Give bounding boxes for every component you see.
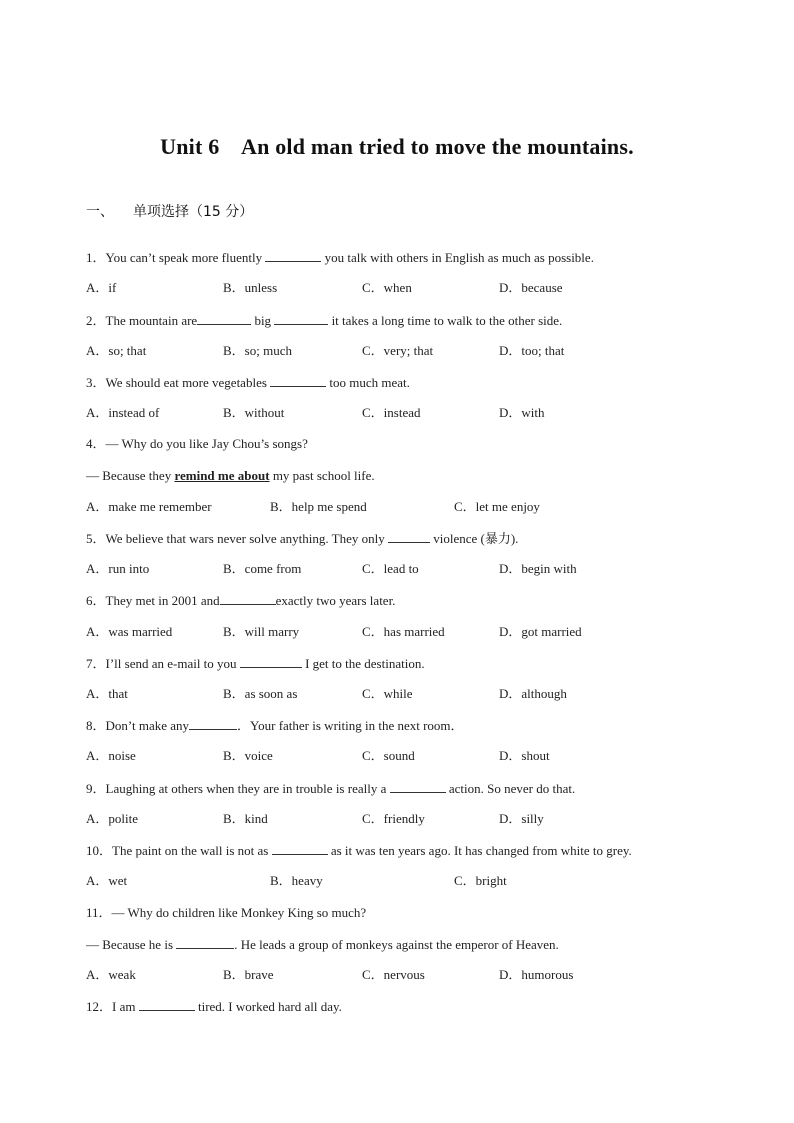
question-8: 8．Don’t make any ．Your father is writing in the next room． [86,718,464,733]
question-3-option-b[interactable]: B．without [223,405,285,420]
question-11-answer-line: — Because he is . He leads a group of monkeys against the emperor of Heaven. [86,937,559,952]
question-10-option-b[interactable]: B．heavy [270,873,323,888]
answer-blank[interactable] [189,717,237,730]
answer-blank[interactable] [274,312,328,325]
question-2-option-b[interactable]: B．so; much [223,343,292,358]
answer-blank[interactable] [197,312,251,325]
question-9-option-b[interactable]: B．kind [223,811,268,826]
question-11-option-a[interactable]: A．weak [86,967,136,982]
answer-blank[interactable] [272,842,328,855]
answer-blank[interactable] [220,592,276,605]
question-10: 10．The paint on the wall is not as as it was ten years ago. It has changed from white to grey. [86,843,632,858]
question-7-option-b[interactable]: B．as soon as [223,686,298,701]
question-3: 3．We should eat more vegetables too much meat. [86,375,410,390]
question-6: 6．They met in 2001 and exactly two years later. [86,593,396,608]
question-2-option-a[interactable]: A．so; that [86,343,147,358]
question-10-option-a[interactable]: A．wet [86,873,128,888]
question-1-option-d[interactable]: D．because [499,280,563,295]
question-1-option-a[interactable]: A．if [86,280,117,295]
question-11-option-d[interactable]: D．humorous [499,967,574,982]
question-1-option-c[interactable]: C．when [362,280,412,295]
answer-blank[interactable] [176,936,234,949]
page-title: Unit 6 An old man tried to move the mountains. [160,134,634,159]
question-11-option-b[interactable]: B．brave [223,967,274,982]
question-2-option-d[interactable]: D．too; that [499,343,565,358]
question-7-option-d[interactable]: D．although [499,686,567,701]
question-3-option-d[interactable]: D．with [499,405,545,420]
question-9-option-d[interactable]: D．silly [499,811,544,826]
answer-blank[interactable] [139,998,195,1011]
question-6-option-b[interactable]: B．will marry [223,624,300,639]
question-11-option-c[interactable]: C．nervous [362,967,425,982]
underlined-phrase: remind me about [174,468,270,483]
question-2: 2．The mountain are big it takes a long time to walk to the other side. [86,313,563,328]
section-heading [86,201,253,221]
answer-blank[interactable] [265,249,321,262]
question-6-option-a[interactable]: A．was married [86,624,173,639]
question-8-option-c[interactable]: C．sound [362,748,415,763]
question-3-option-a[interactable]: A．instead of [86,405,160,420]
question-5-option-c[interactable]: C．lead to [362,561,419,576]
question-3-option-c[interactable]: C．instead [362,405,421,420]
question-9: 9．Laughing at others when they are in trouble is really a action. So never do that. [86,781,576,796]
question-12: 12．I am tired. I worked hard all day. [86,999,342,1014]
question-8-option-d[interactable]: D．shout [499,748,550,763]
question-11: 11．— Why do children like Monkey King so much? [86,905,367,920]
question-4-option-b[interactable]: B．help me spend [270,499,367,514]
answer-blank[interactable] [390,780,446,793]
question-4: 4．— Why do you like Jay Chou’s songs? [86,436,308,451]
question-7: 7．I’ll send an e-mail to you I get to the destination. [86,656,425,671]
question-1: 1．You can’t speak more fluently you talk with others in English as much as possible. [86,250,594,265]
question-4-option-c[interactable]: C．let me enjoy [454,499,540,514]
question-6-option-d[interactable]: D．got married [499,624,582,639]
question-5: 5．We believe that wars never solve anything. They only violence (暴力). [86,531,519,546]
question-4-answer-line: — Because they remind me about my past school life. [86,468,375,483]
answer-blank[interactable] [388,530,430,543]
question-9-option-a[interactable]: A．polite [86,811,138,826]
question-8-option-b[interactable]: B．voice [223,748,273,763]
question-7-option-a[interactable]: A．that [86,686,128,701]
answer-blank[interactable] [270,374,326,387]
question-2-option-c[interactable]: C．very; that [362,343,434,358]
question-5-option-a[interactable]: A．run into [86,561,150,576]
question-5-option-d[interactable]: D．begin with [499,561,577,576]
question-5-option-b[interactable]: B．come from [223,561,302,576]
question-7-option-c[interactable]: C．while [362,686,413,701]
question-4-option-a[interactable]: A．make me remember [86,499,212,514]
question-1-option-b[interactable]: B．unless [223,280,278,295]
question-6-option-c[interactable]: C．has married [362,624,445,639]
answer-blank[interactable] [240,655,302,668]
question-10-option-c[interactable]: C．bright [454,873,507,888]
section-label: 单项选择（15 分） [133,204,254,220]
section-number: 一、 [86,204,114,220]
question-9-option-c[interactable]: C．friendly [362,811,425,826]
question-8-option-a[interactable]: A．noise [86,748,136,763]
